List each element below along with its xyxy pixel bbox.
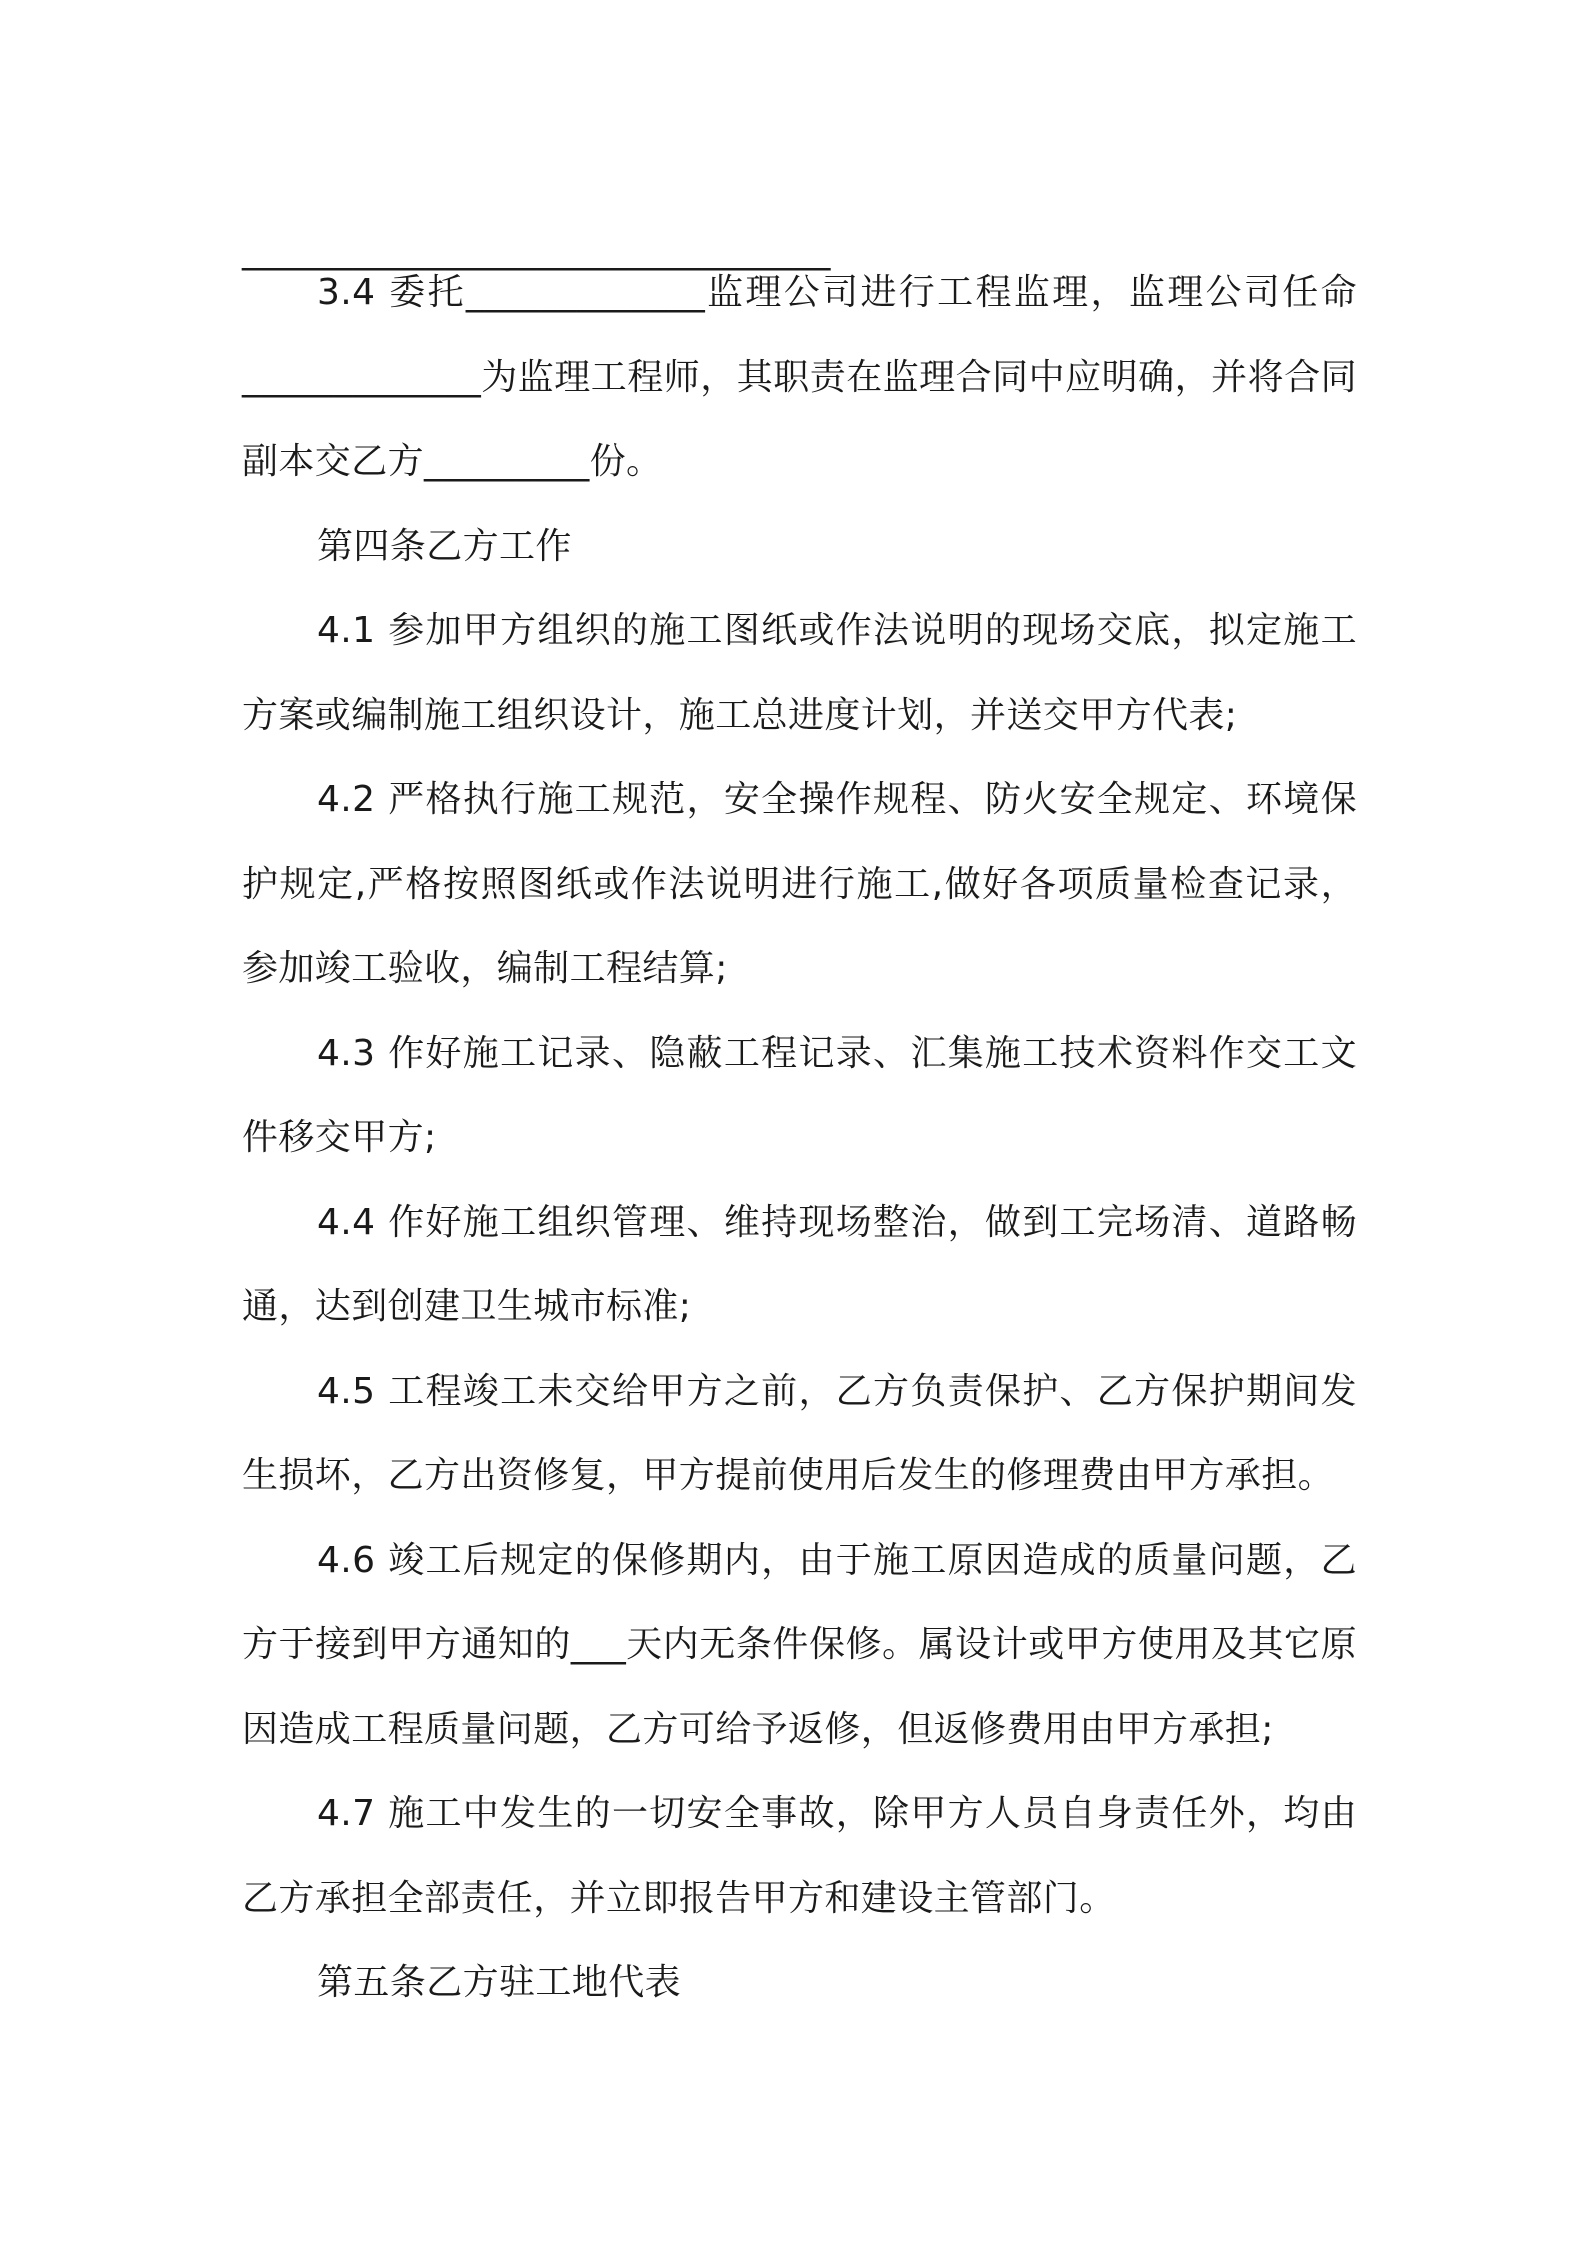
clause-4-7: 4.7 施工中发生的一切安全事故，除甲方人员自身责任外，均由乙方承担全部责任，并立即报告甲方和建设主管部门。 (242, 1793, 1357, 1919)
clause-4-4: 4.4 作好施工组织管理、维持现场整治，做到工完场清、道路畅通，达到创建卫生城市标准; (242, 1201, 1357, 1327)
clause-3-4: 3.4 委托_____________监理公司进行工程监理，监理公司任命_____________为监理工程师，其职责在监理合同中应明确，并将合同副本交乙方_________份。 (242, 272, 1357, 482)
clause-4-2: 4.2 严格执行施工规范，安全操作规程、防火安全规定、环境保护规定,严格按照图纸或作法说明进行施工,做好各项质量检查记录，参加竣工验收，编制工程结算; (242, 779, 1357, 989)
clause-4-3: 4.3 作好施工记录、隐蔽工程记录、汇集施工技术资料作交工文件移交甲方; (242, 1032, 1357, 1158)
clause-4-6: 4.6 竣工后规定的保修期内，由于施工原因造成的质量问题，乙方于接到甲方通知的___天内无条件保修。属设计或甲方使用及其它原因造成工程质量问题，乙方可给予返修，但返修费用由甲方承担; (242, 1539, 1357, 1750)
section-heading-article-4: 第四条乙方工作 (317, 525, 572, 567)
document-body (242, 209, 1357, 2026)
section-heading-article-5: 第五条乙方驻工地代表 (317, 1962, 682, 2003)
top-blank-rule: ________________________________ (242, 230, 831, 271)
clause-4-1: 4.1 参加甲方组织的施工图纸或作法说明的现场交底，拟定施工方案或编制施工组织设计，施工总进度计划，并送交甲方代表; (242, 610, 1357, 736)
clause-4-5: 4.5 工程竣工未交给甲方之前，乙方负责保护、乙方保护期间发生损坏，乙方出资修复，甲方提前使用后发生的修理费由甲方承担。 (242, 1370, 1357, 1496)
